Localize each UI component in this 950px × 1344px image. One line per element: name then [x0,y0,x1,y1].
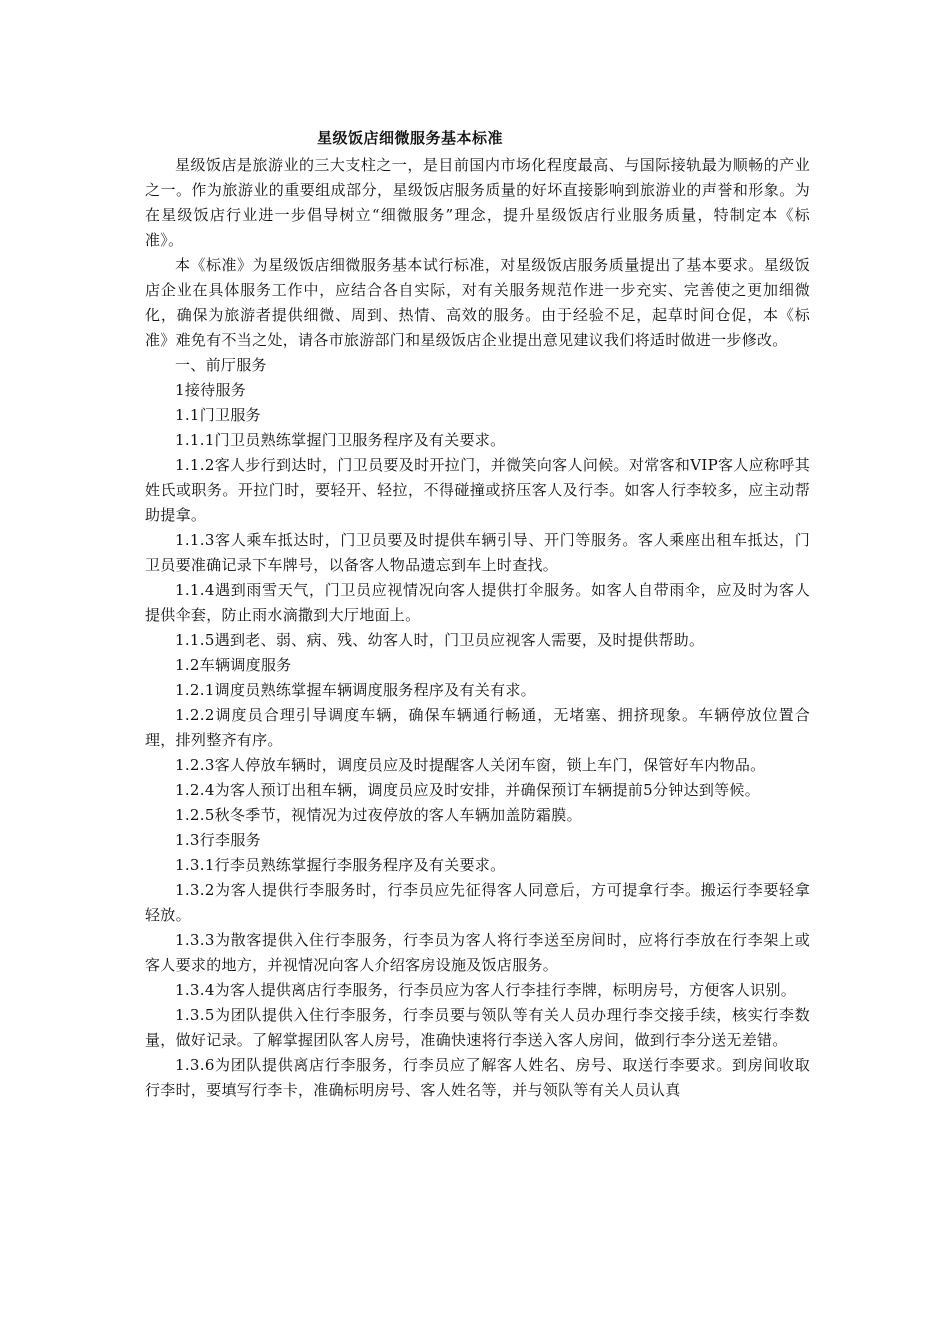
clause-1-1-2: 1.1.2客人步行到达时，门卫员要及时开拉门，并微笑向客人问候。对常客和VIP客人应称呼其姓氏或职务。开拉门时，要轻开、轻拉，不得碰撞或挤压客人及行李。如客人行李较多，应主动帮助提拿。 [145,456,810,524]
clause-1-3-6: 1.3.6为团队提供离店行李服务，行李员应了解客人姓名、房号、取送行李要求。到房间收取行李时，要填写行李卡，准确标明房号、客人姓名等，并与领队等有关人员认真 [145,1056,810,1099]
subsection-heading-vehicle-dispatch: 1.2车辆调度服务 [175,656,292,674]
clause-1-1-5: 1.1.5遇到老、弱、病、残、幼客人时，门卫员应视客人需要，及时提供帮助。 [175,631,705,649]
clause-1-3-2: 1.3.2为客人提供行李服务时，行李员应先征得客人同意后，方可提拿行李。搬运行李要轻拿轻放。 [145,881,810,924]
clause-1-2-3: 1.2.3客人停放车辆时，调度员应及时提醒客人关闭车窗，锁上车门，保管好车内物品。 [175,756,766,774]
clause-1-2-2: 1.2.2调度员合理引导调度车辆，确保车辆通行畅通，无堵塞、拥挤现象。车辆停放位置合理，排列整齐有序。 [145,706,810,749]
clause-1-2-5: 1.2.5秋冬季节，视情况为过夜停放的客人车辆加盖防霜膜。 [175,806,582,824]
clause-1-2-1: 1.2.1调度员熟练掌握车辆调度服务程序及有关有求。 [175,681,536,699]
intro-paragraph-2: 本《标准》为星级饭店细微服务基本试行标准，对星级饭店服务质量提出了基本要求。星级饭店企业在具体服务工作中，应结合各自实际，对有关服务规范作进一步充实、完善使之更加细微化，确保为旅游者提供细微、周到、热情、高效的服务。由于经验不足，起草时间仓促，本《标准》难免有不当之处，请各市旅游部门和星级饭店企业提出意见建议我们将适时做进一步修改。 [145,256,810,349]
section-heading-front-desk: 一、前厅服务 [175,356,267,374]
clause-1-2-4: 1.2.4为客人预订出租车辆，调度员应及时安排，并确保预订车辆提前5分钟达到等候。 [175,781,761,799]
clause-1-1-3: 1.1.3客人乘车抵达时，门卫员要及时提供车辆引导、开门等服务。客人乘座出租车抵达，门卫员要准确记录下车牌号，以备客人物品遗忘到车上时查找。 [145,531,810,574]
clause-1-1-4: 1.1.4遇到雨雪天气，门卫员应视情况向客人提供打伞服务。如客人自带雨伞，应及时为客人提供伞套，防止雨水滴撒到大厅地面上。 [145,581,810,624]
subsection-heading-reception: 1接待服务 [175,381,247,399]
intro-paragraph-1: 星级饭店是旅游业的三大支柱之一，是目前国内市场化程度最高、与国际接轨最为顺畅的产业之一。作为旅游业的重要组成部分，星级饭店服务质量的好坏直接影响到旅游业的声誉和形象。为在星级饭店行业进一步倡导树立“细微服务”理念，提升星级饭店行业服务质量，特制定本《标准》。 [145,156,810,249]
clause-1-3-3: 1.3.3为散客提供入住行李服务，行李员为客人将行李送至房间时，应将行李放在行李架上或客人要求的地方，并视情况向客人介绍客房设施及饭店服务。 [145,931,810,974]
clause-1-3-5: 1.3.5为团队提供入住行李服务，行李员要与领队等有关人员办理行李交接手续，核实行李数量，做好记录。了解掌握团队客人房号，准确快速将行李送入客人房间，做到行李分送无差错。 [145,1006,810,1049]
document-page [145,126,810,1103]
subsection-heading-doorman: 1.1门卫服务 [175,406,261,424]
subsection-heading-luggage: 1.3行李服务 [175,831,261,849]
document-title: 星级饭店细微服务基本标准 [317,129,504,147]
clause-1-1-1: 1.1.1门卫员熟练掌握门卫服务程序及有关要求。 [175,431,506,449]
clause-1-3-1: 1.3.1行李员熟练掌握行李服务程序及有关要求。 [175,856,506,874]
clause-1-3-4: 1.3.4为客人提供离店行李服务，行李员应为客人行李挂行李牌，标明房号，方便客人识别。 [175,981,797,999]
